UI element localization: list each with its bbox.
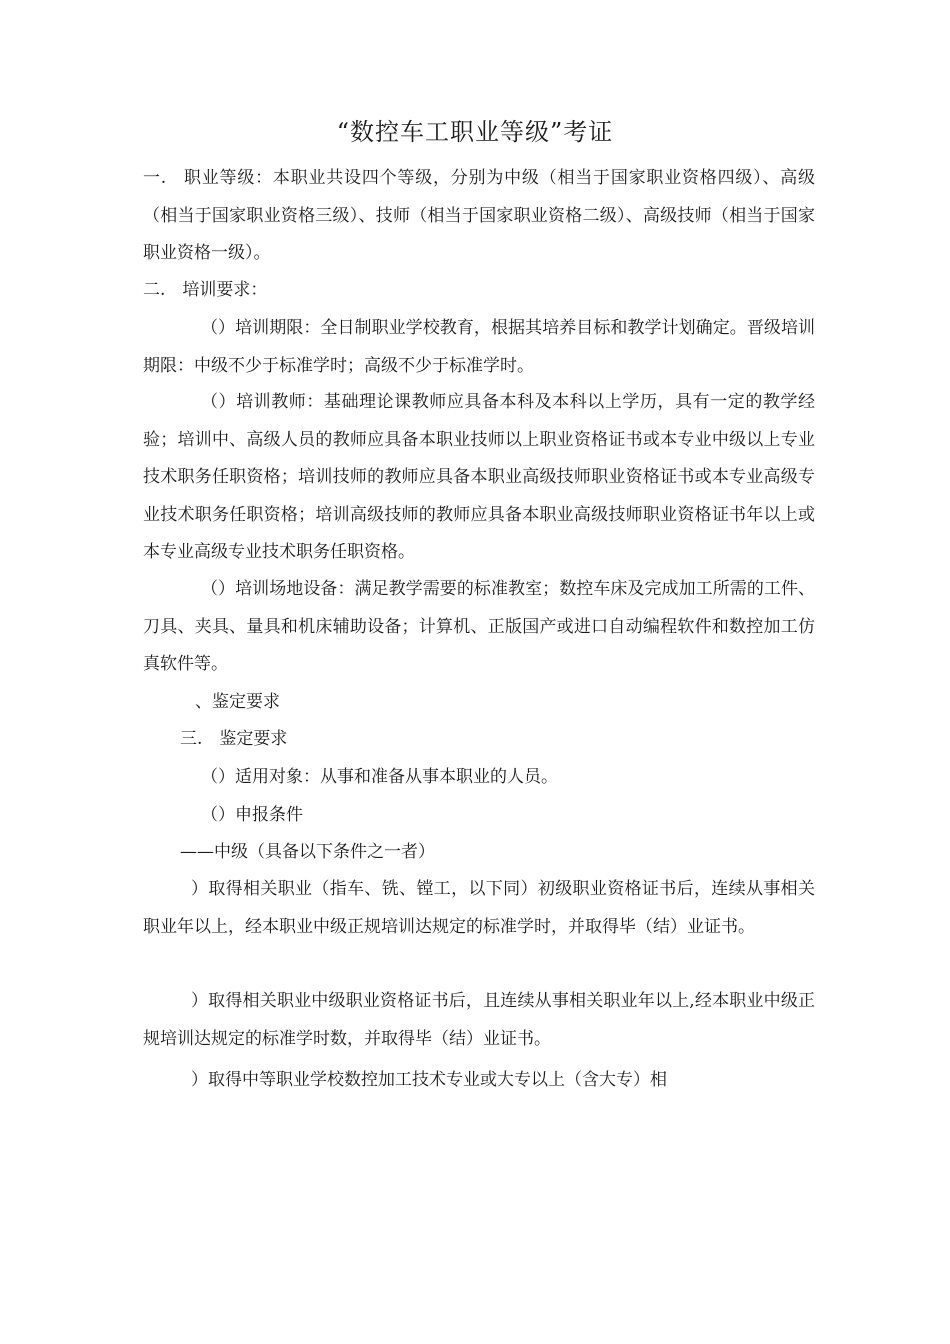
document-title: “数控车工职业等级”考证	[336, 118, 614, 146]
condition-3-line: ）取得中等职业学校数控加工技术专业或大专以上（含大专）相	[191, 1070, 667, 1090]
appraisal-subheading: 、鉴定要求	[195, 692, 280, 712]
condition-2-paragraph: ）取得相关职业中级职业资格证书后，且连续从事相关职业年以上,经本职业中级正规培训达规定的标准学时数，并取得毕（结）业证书。	[143, 991, 815, 1049]
applicable-persons-line: （）适用对象：从事和准备从事本职业的人员。	[201, 767, 558, 787]
intermediate-level-line: ——中级（具备以下条件之一者）	[180, 842, 435, 862]
section-2-heading: 二. 培训要求：	[143, 280, 268, 300]
application-conditions-line: （）申报条件	[201, 805, 303, 825]
training-equipment-paragraph: （）培训场地设备：满足教学需要的标准教室；数控车床及完成加工所需的工件、刀具、夹具、量具和机床辅助设备；计算机、正版国产或进口自动编程软件和数控加工仿真软件等。	[143, 579, 815, 674]
training-teachers-paragraph: （）培训教师：基础理论课教师应具备本科及本科以上学历，具有一定的教学经验；培训中、高级人员的教师应具备本职业技师以上职业资格证书或本专业中级以上专业技术职务任职资格；培训技师的教师应具备本职业高级技师职业资格证书或本专业高级专业技术职务任职资格；培训高级技师的教师应具备本职业高级技师职业资格证书年以上或本专业高级专业技术职务任职资格。	[143, 392, 815, 562]
section-3-heading: 三. 鉴定要求	[180, 729, 288, 749]
condition-1-paragraph: ）取得相关职业（指车、铣、镗工，以下同）初级职业资格证书后，连续从事相关职业年以上，经本职业中级正规培训达规定的标准学时，并取得毕（结）业证书。	[143, 879, 815, 937]
training-period-paragraph: （）培训期限：全日制职业学校教育，根据其培养目标和教学计划确定。晋级培训期限：中级不少于标准学时；高级不少于标准学时。	[143, 318, 815, 376]
section-1-occupation-levels: 一. 职业等级：本职业共设四个等级，分别为中级（相当于国家职业资格四级）、高级（相当于国家职业资格三级）、技师（相当于国家职业资格二级）、高级技师（相当于国家职业资格一级）。	[143, 168, 815, 263]
